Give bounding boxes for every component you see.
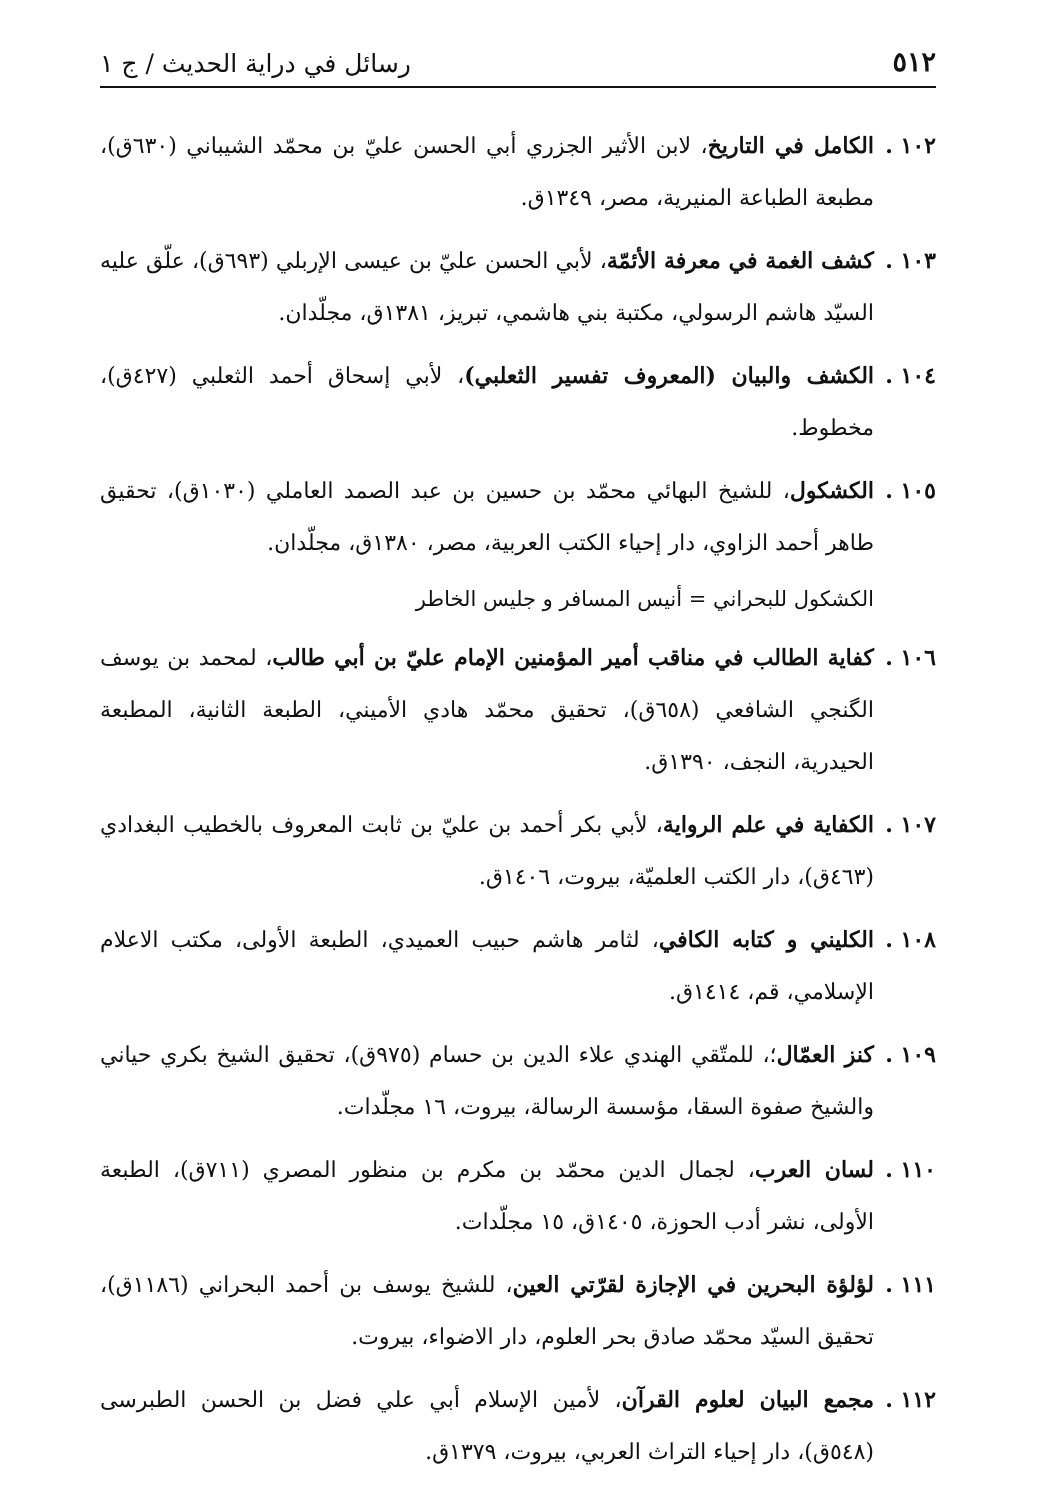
entry-title: لؤلؤة البحرين في الإجازة لقرّتي العين [512, 1272, 874, 1298]
page-header [100, 40, 936, 88]
entry-details: ، لابن الأثير الجزري أبي الحسن عليّ بن محمّد الشيباني (٦٣٠ق)، مطبعة الطباعة المنيرية، مصر، ١٣٤٩ق. [100, 134, 874, 211]
entry-body [100, 465, 874, 570]
entry-body [100, 235, 874, 340]
entry-number: ١٠٢ . [885, 133, 936, 159]
entry-details: ، لأبي إسحاق أحمد الثعلبي (٤٢٧ق)، مخطوط. [100, 364, 874, 441]
entry-details: ، للشيخ يوسف بن أحمد البحراني (١١٨٦ق)، تحقيق السيّد محمّد صادق بحر العلوم، دار الاضواء، بيروت. [100, 1273, 874, 1350]
entry-title: لسان العرب [754, 1157, 874, 1183]
entry-number: ١١٢ . [885, 1387, 936, 1413]
entry-title: الكشف والبيان (المعروف تفسير الثعلبي) [464, 363, 875, 389]
entry-title: كفاية الطالب في مناقب أمير المؤمنين الإمام عليّ بن أبي طالب [272, 645, 874, 671]
entry-body [100, 350, 874, 455]
page-number: ٥١٢ [892, 47, 936, 78]
entry-details: ؛، للمتّقي الهندي علاء الدين بن حسام (٩٧٥ق)، تحقيق الشيخ بكري حياني والشيخ صفوة السقا، مؤسسة الرسالة، بيروت، ١٦ مجلّدات. [100, 1043, 874, 1120]
bibliography-entry-110 [100, 1144, 936, 1249]
entry-number: ١٠٥ . [885, 478, 936, 504]
running-title: رسائل في دراية الحديث / ج ١ [100, 49, 411, 78]
entry-body [100, 1029, 874, 1134]
bibliography-entry-103 [100, 235, 936, 340]
entry-title: الكفاية في علم الرواية [662, 812, 874, 838]
entry-body [100, 1259, 874, 1364]
entry-number: ١٠٧ . [885, 812, 936, 838]
entry-title: الكامل في التاريخ [707, 133, 874, 159]
entry-details: ، لأبي الحسن عليّ بن عيسى الإربلي (٦٩٣ق)، علّق عليه السيّد هاشم الرسولي، مكتبة بني هاشمي، تبريز، ١٣٨١ق، مجلّدان. [100, 249, 874, 326]
entry-number: ١٠٨ . [885, 927, 936, 953]
entry-number: ١٠٤ . [885, 363, 936, 389]
entry-body [100, 632, 874, 789]
entry-details: ، لأمين الإسلام أبي علي فضل بن الحسن الطبرسى (٥٤٨ق)، دار إحياء التراث العربي، بيروت، ١٣٧٩ق. [100, 1388, 874, 1465]
entry-body [100, 1144, 874, 1249]
entry-details: ، لأبي بكر أحمد بن عليّ بن ثابت المعروف بالخطيب البغدادي (٤٦٣ق)، دار الكتب العلميّة، بيروت، ١٤٠٦ق. [100, 813, 874, 890]
entry-number: ١١٠ . [885, 1157, 936, 1183]
entry-body [100, 799, 874, 904]
entry-number: ١٠٦ . [885, 645, 936, 671]
bibliography-entry-112 [100, 1374, 936, 1479]
entry-details: ، لجمال الدين محمّد بن مكرم بن منظور المصري (٧١١ق)، الطبعة الأولى، نشر أدب الحوزة، ١٤٠٥ق، ١٥ مجلّدات. [100, 1158, 874, 1235]
entry-details: ، لمحمد بن يوسف الگنجي الشافعي (٦٥٨ق)، تحقيق محمّد هادي الأميني، الطبعة الثانية، المطبعة الحيدرية، النجف، ١٣٩٠ق. [100, 646, 875, 775]
bibliography-entry-109 [100, 1029, 936, 1134]
entry-body [100, 120, 874, 225]
bibliography-entry-106 [100, 632, 936, 789]
bibliography-entry-105 [100, 465, 936, 570]
bibliography-entry-102 [100, 120, 936, 225]
bibliography-entry-108 [100, 914, 936, 1019]
bibliography-list [100, 120, 936, 1489]
entry-number: ١٠٣ . [885, 248, 936, 274]
bibliography-entry-107 [100, 799, 936, 904]
cross-reference-note: الكشكول للبحراني = أنيس المسافر و جليس الخاطر [415, 587, 874, 611]
entry-details: ، للشيخ البهائي محمّد بن حسين بن عبد الصمد العاملي (١٠٣٠ق)، تحقيق طاهر أحمد الزاوي، دار إحياء الكتب العربية، مصر، ١٣٨٠ق، مجلّدان. [100, 479, 874, 556]
entry-title: كشف الغمة في معرفة الأئمّة [606, 248, 874, 274]
entry-title: الكشكول [789, 478, 874, 504]
entry-details: ، لثامر هاشم حبيب العميدي، الطبعة الأولى، مكتب الاعلام الإسلامي، قم، ١٤١٤ق. [100, 928, 874, 1005]
bibliography-entry-111 [100, 1259, 936, 1364]
entry-title: كنز العمّال [776, 1042, 874, 1068]
entry-number: ١٠٩ . [885, 1042, 936, 1068]
entry-body [100, 1374, 874, 1479]
entry-number: ١١١ . [885, 1272, 936, 1298]
entry-title: الكليني و كتابه الكافي [658, 927, 874, 953]
entry-title: مجمع البيان لعلوم القرآن [621, 1387, 874, 1413]
entry-body [100, 914, 874, 1019]
bibliography-entry-104 [100, 350, 936, 455]
